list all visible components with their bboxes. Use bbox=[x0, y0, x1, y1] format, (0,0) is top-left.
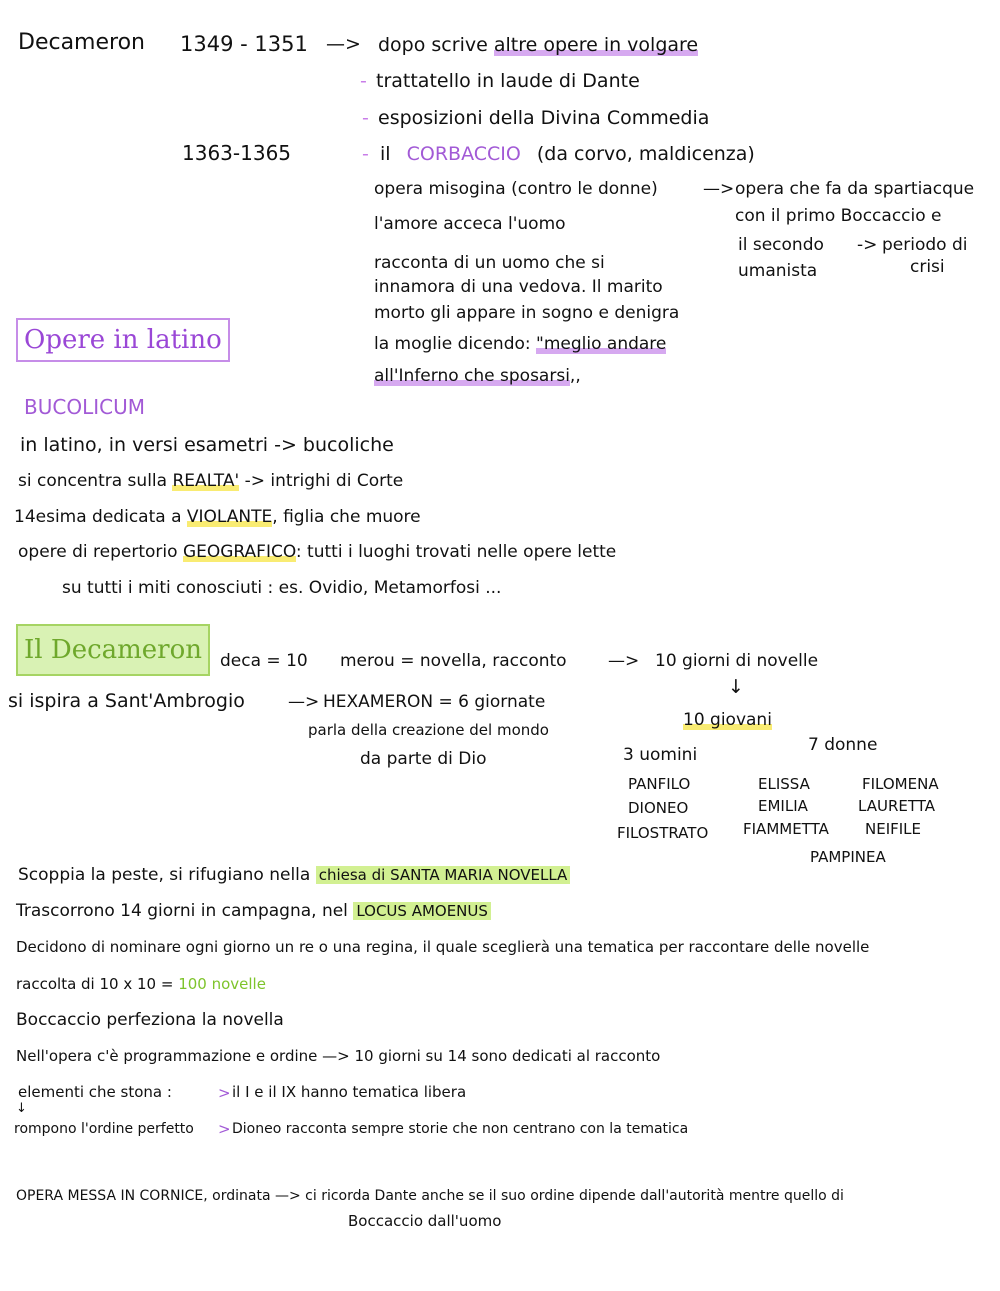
spartiacque: opera che fa da spartiacque bbox=[735, 179, 975, 199]
years-1349-1351: 1349 - 1351 bbox=[180, 32, 308, 56]
latino-2-post: -> intrighi di Corte bbox=[244, 471, 404, 491]
umanista: umanista bbox=[738, 261, 818, 281]
giorni-novelle: 10 giorni di novelle bbox=[655, 651, 819, 671]
bottom-line-2 bbox=[16, 900, 491, 922]
racconta-4-pre: la moglie dicendo: bbox=[374, 334, 531, 354]
latino-3-pre: 14esima dedicata a bbox=[14, 507, 182, 527]
b4-pre: raccolta di 10 x 10 = bbox=[16, 975, 174, 993]
racconta-5-hl: all'Inferno che sposarsi bbox=[374, 366, 570, 386]
racconta-line-3: morto gli appare in sogno e denigra bbox=[374, 303, 680, 323]
ispira-ambrogio: si ispira a Sant'Ambrogio bbox=[8, 690, 245, 712]
donna-neifile: NEIFILE bbox=[865, 820, 922, 838]
parla-creazione: parla della creazione del mondo bbox=[308, 721, 549, 739]
racconta-line-1: racconta di un uomo che si bbox=[374, 253, 605, 273]
periodo-di: periodo di bbox=[882, 235, 968, 255]
section-title-opere-latino: Opere in latino bbox=[16, 318, 230, 362]
small-arrow: > bbox=[218, 1120, 231, 1138]
dopo-line bbox=[378, 34, 698, 56]
arrow: —> bbox=[326, 33, 361, 55]
bucolicum-title: BUCOLICUM bbox=[24, 395, 145, 419]
small-arrow: > bbox=[218, 1084, 231, 1102]
bottom-line-6: Nell'opera c'è programmazione e ordine —> 10 giorni su 14 sono dedicati al racconto bbox=[16, 1047, 661, 1065]
amore-acceca: l'amore acceca l'uomo bbox=[374, 214, 566, 234]
hexameron: HEXAMERON = 6 giornate bbox=[323, 692, 546, 712]
misogina: opera misogina (contro le donne) bbox=[374, 179, 658, 199]
latino-line-5: su tutti i miti conosciuti : es. Ovidio, Metamorfosi ... bbox=[62, 578, 502, 598]
decameron-label: Decameron bbox=[18, 30, 145, 55]
arrow: —> bbox=[288, 692, 320, 712]
corbaccio-pre: il bbox=[380, 143, 391, 165]
down-arrow: ↓ bbox=[728, 676, 744, 698]
latino-3-hl: VIOLANTE bbox=[186, 507, 273, 527]
b1-hl: chiesa di SANTA MARIA NOVELLA bbox=[316, 866, 571, 884]
corbaccio-line bbox=[380, 143, 755, 165]
merou-def: merou = novella, racconto bbox=[340, 651, 567, 671]
uomo-panfilo: PANFILO bbox=[628, 775, 691, 793]
dopo-text: dopo scrive bbox=[378, 34, 488, 56]
item-esposizioni: esposizioni della Divina Commedia bbox=[378, 107, 710, 129]
b2-hl: LOCUS AMOENUS bbox=[353, 902, 491, 920]
latino-4-pre: opere di repertorio bbox=[18, 542, 178, 562]
bottom-line-3: Decidono di nominare ogni giorno un re o una regina, il quale sceglierà una tematica per raccontare delle novelle bbox=[16, 938, 870, 956]
parte-dio: da parte di Dio bbox=[360, 749, 487, 769]
latino-3-post: , figlia che muore bbox=[272, 507, 421, 527]
corbaccio-title: CORBACCIO bbox=[406, 143, 521, 165]
uomo-filostrato: FILOSTRATO bbox=[617, 824, 709, 842]
uomini-label: 3 uomini bbox=[623, 745, 698, 765]
corbaccio-post: (da corvo, maldicenza) bbox=[536, 143, 755, 165]
latino-line-1: in latino, in versi esametri -> bucoliche bbox=[20, 434, 394, 456]
dash: - bbox=[360, 70, 367, 92]
bottom-line-1 bbox=[18, 864, 570, 886]
latino-4-post: : tutti i luoghi trovati nelle opere lette bbox=[295, 542, 617, 562]
racconta-line-4 bbox=[374, 333, 666, 355]
latino-line-4 bbox=[18, 541, 616, 563]
b2-pre: Trascorrono 14 giorni in campagna, nel bbox=[16, 901, 348, 921]
donna-elissa: ELISSA bbox=[758, 775, 810, 793]
deca-def: deca = 10 bbox=[220, 651, 308, 671]
donna-pampinea: PAMPINEA bbox=[810, 848, 886, 866]
dash: - bbox=[362, 107, 369, 129]
down-arrow: ↓ bbox=[16, 1101, 27, 1116]
dopo-highlight: altre opere in volgare bbox=[493, 34, 699, 56]
donne-label: 7 donne bbox=[808, 735, 878, 755]
arrow: —> bbox=[608, 651, 640, 671]
latino-2-pre: si concentra sulla bbox=[18, 471, 168, 491]
b4-hl: 100 novelle bbox=[178, 975, 266, 993]
b1-pre: Scoppia la peste, si rifugiano nella bbox=[18, 865, 311, 885]
latino-line-2 bbox=[18, 470, 403, 492]
arrow: -> bbox=[857, 235, 878, 255]
section-title-decameron: Il Decameron bbox=[16, 624, 210, 676]
uomo-dioneo: DIONEO bbox=[628, 799, 689, 817]
bottom-line-4 bbox=[16, 973, 266, 995]
donna-emilia: EMILIA bbox=[758, 797, 808, 815]
latino-2-hl: REALTA' bbox=[172, 471, 240, 491]
donna-lauretta: LAURETTA bbox=[858, 797, 935, 815]
secondo: il secondo bbox=[738, 235, 824, 255]
bottom-line-8-label: rompono l'ordine perfetto bbox=[14, 1121, 194, 1137]
giovani-hl: 10 giovani bbox=[683, 710, 772, 730]
item-trattatello: trattatello in laude di Dante bbox=[376, 70, 640, 92]
racconta-4-hl: "meglio andare bbox=[536, 334, 667, 354]
dash: - bbox=[362, 143, 369, 165]
bottom-line-7-text: il I e il IX hanno tematica libera bbox=[232, 1083, 467, 1101]
crisi: crisi bbox=[910, 257, 945, 277]
years-1363-1365: 1363-1365 bbox=[182, 141, 292, 165]
bottom-line-9: OPERA MESSA IN CORNICE, ordinata —> ci ricorda Dante anche se il suo ordine dipende dall'autorità mentre quello di bbox=[16, 1188, 844, 1204]
bottom-line-5: Boccaccio perfeziona la novella bbox=[16, 1010, 284, 1030]
donna-filomena: FILOMENA bbox=[862, 775, 939, 793]
bottom-line-10: Boccaccio dall'uomo bbox=[348, 1212, 502, 1230]
racconta-5-post: ,, bbox=[569, 366, 581, 386]
racconta-line-2: innamora di una vedova. Il marito bbox=[374, 277, 663, 297]
bottom-line-8-text: Dioneo racconta sempre storie che non centrano con la tematica bbox=[232, 1121, 689, 1137]
giovani-label bbox=[683, 709, 772, 731]
donna-fiammetta: FIAMMETTA bbox=[743, 820, 829, 838]
arrow: —> bbox=[703, 179, 735, 199]
racconta-line-5 bbox=[374, 365, 581, 387]
primo-boccaccio: con il primo Boccaccio e bbox=[735, 206, 942, 226]
latino-line-3 bbox=[14, 506, 421, 528]
latino-4-hl: GEOGRAFICO bbox=[182, 542, 296, 562]
bottom-line-7-label: elementi che stona : bbox=[18, 1083, 172, 1101]
